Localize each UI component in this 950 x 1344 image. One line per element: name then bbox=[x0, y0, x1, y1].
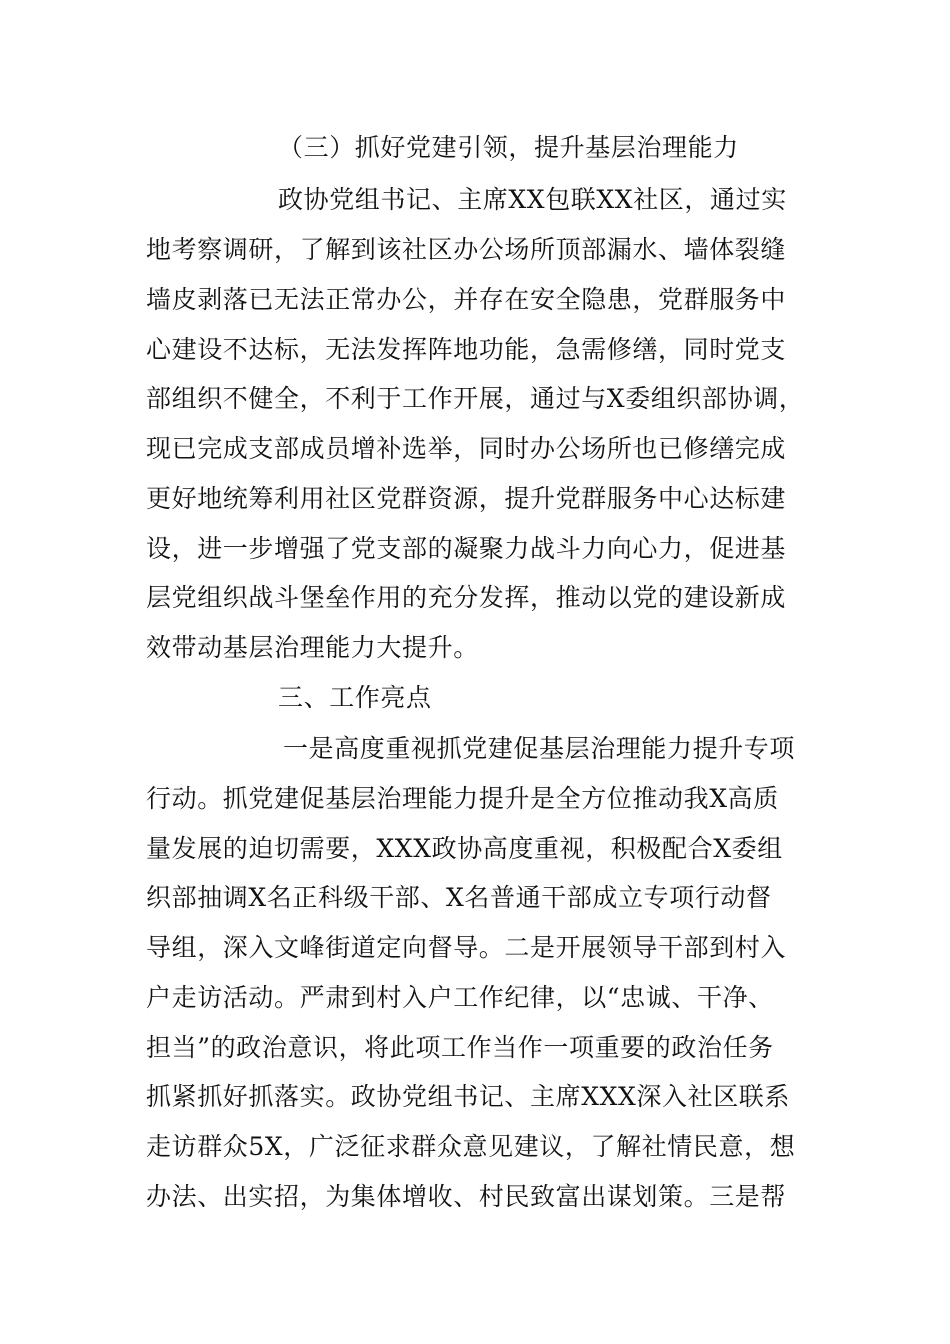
paragraph-line: 导组，深入文峰街道定向督导。二是开展领导干部到村入 bbox=[146, 933, 787, 962]
paragraph-line: 户走访活动。严肃到村入户工作纪律，以“忠诚、干净、 bbox=[146, 983, 774, 1012]
paragraph-line: 地考察调研，了解到该社区办公场所顶部漏水、墙体裂缝 bbox=[146, 235, 787, 264]
section-title: （三）抓好党建引领，提升基层治理能力 bbox=[278, 133, 739, 162]
paragraph-line: 走访群众5X，广泛征求群众意见建议，了解社情民意，想 bbox=[146, 1132, 796, 1161]
paragraph-line: 一是高度重视抓党建促基层治理能力提升专项 bbox=[283, 734, 796, 763]
paragraph-line: 部组织不健全，不利于工作开展，通过与X委组织部协调， bbox=[146, 384, 805, 413]
chapter-title: 三、工作亮点 bbox=[278, 683, 432, 712]
paragraph-line: 担当”的政治意识，将此项工作当作一项重要的政治任务 bbox=[146, 1033, 774, 1062]
paragraph-line: 效带动基层治理能力大提升。 bbox=[146, 633, 479, 662]
paragraph-line: 行动。抓党建促基层治理能力提升是全方位推动我X高质 bbox=[146, 784, 779, 813]
paragraph-line: 现已完成支部成员增补选举，同时办公场所也已修缮完成 bbox=[146, 434, 787, 463]
paragraph-line: 心建设不达标，无法发挥阵地功能，急需修缮，同时党支 bbox=[146, 335, 787, 364]
paragraph-line: 办法、出实招，为集体增收、村民致富出谋划策。三是帮 bbox=[146, 1182, 787, 1211]
paragraph-line: 抓紧抓好抓落实。政协党组书记、主席XXX深入社区联系 bbox=[146, 1082, 790, 1111]
paragraph-line: 墙皮剥落已无法正常办公，并存在安全隐患，党群服务中 bbox=[146, 285, 787, 314]
paragraph-line: 量发展的迫切需要，XXX政协高度重视，积极配合X委组 bbox=[146, 834, 783, 863]
paragraph-line: 更好地统筹利用社区党群资源，提升党群服务中心达标建 bbox=[146, 484, 787, 513]
paragraph-line: 织部抽调X名正科级干部、X名普通干部成立专项行动督 bbox=[146, 883, 772, 912]
paragraph-line: 设，进一步增强了党支部的凝聚力战斗力向心力，促进基 bbox=[146, 534, 787, 563]
paragraph-line: 层党组织战斗堡垒作用的充分发挥，推动以党的建设新成 bbox=[146, 583, 787, 612]
paragraph-line: 政协党组书记、主席XX包联XX社区，通过实 bbox=[278, 185, 787, 214]
